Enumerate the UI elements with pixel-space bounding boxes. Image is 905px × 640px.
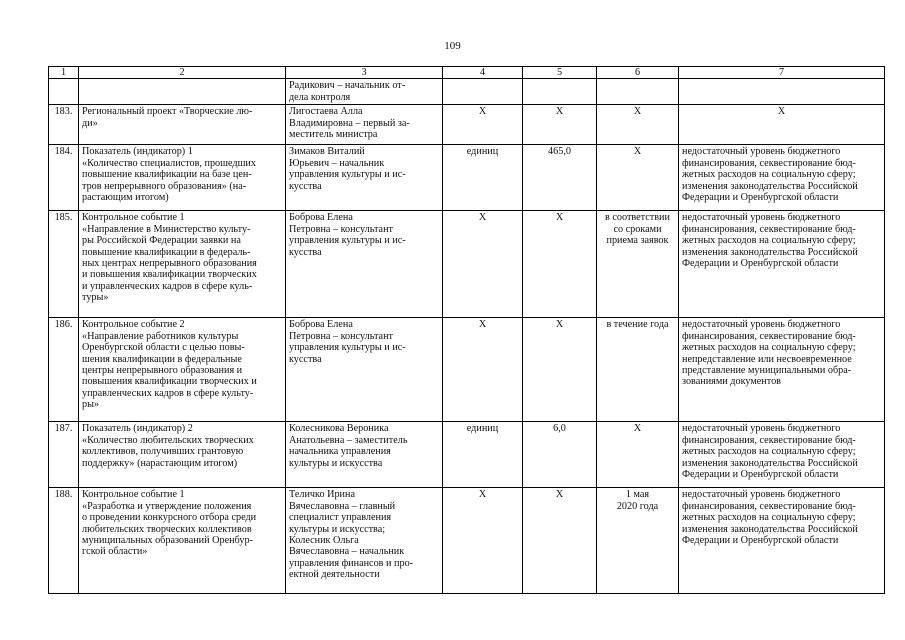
deadline-cell: 1 мая 2020 года	[597, 488, 679, 594]
value-cell: X	[523, 488, 597, 594]
unit-cell	[443, 79, 523, 105]
row-number-cell: 186.	[49, 318, 79, 422]
risks-cell: недостаточный уровень бюджетного финансирования, секвестирование бюд- жетных расходов на социальную сферу; изменения законодательства Российской Федерации и Оренбургской области	[679, 422, 885, 488]
value-cell: 6,0	[523, 422, 597, 488]
unit-cell: X	[443, 318, 523, 422]
row-number-cell: 187.	[49, 422, 79, 488]
value-cell: X	[523, 105, 597, 145]
responsible-cell: Радикович – начальник от- дела контроля	[286, 79, 443, 105]
risks-cell: недостаточный уровень бюджетного финансирования, секвестирование бюд- жетных расходов на социальную сферу; непредставление или несвоевременное представление муниципальными обра- зованиями документов	[679, 318, 885, 422]
unit-cell: X	[443, 105, 523, 145]
risks-cell: X	[679, 105, 885, 145]
table-row	[49, 488, 885, 594]
header-cell: 5	[523, 67, 597, 79]
table-row	[49, 422, 885, 488]
table-row	[49, 318, 885, 422]
event-name-cell: Региональный проект «Творческие лю- ди»	[79, 105, 286, 145]
header-cell: 6	[597, 67, 679, 79]
responsible-cell: Теличко Ирина Вячеславовна – главный специалист управления культуры и искусства; Колесник Ольга Вячеславовна – начальник управления финансов и про- ектной деятельности	[286, 488, 443, 594]
table-row	[49, 105, 885, 145]
deadline-cell: в соответствии со сроками приема заявок	[597, 211, 679, 318]
header-cell: 1	[49, 67, 79, 79]
unit-cell: X	[443, 488, 523, 594]
row-number-cell: 185.	[49, 211, 79, 318]
header-cell: 4	[443, 67, 523, 79]
table-header-row	[49, 67, 885, 79]
risks-cell: недостаточный уровень бюджетного финансирования, секвестирование бюд- жетных расходов на социальную сферу; изменения законодательства Российской Федерации и Оренбургской области	[679, 145, 885, 211]
value-cell: X	[523, 318, 597, 422]
event-name-cell: Показатель (индикатор) 1 «Количество специалистов, прошедших повышение квалификации на базе цен- тров непрерывного образования» (на- растающим итогом)	[79, 145, 286, 211]
event-name-cell: Контрольное событие 1 «Разработка и утверждение положения о проведении конкурсного отбора среди любительских творческих коллективов муниципальных образований Оренбур- гской области»	[79, 488, 286, 594]
responsible-cell: Колесникова Вероника Анатольевна – заместитель начальника управления культуры и искусства	[286, 422, 443, 488]
deadline-cell: в течение года	[597, 318, 679, 422]
table-row	[49, 145, 885, 211]
event-name-cell: Контрольное событие 1 «Направление в Министерство культу- ры Российской Федерации заявки на повышение квалификации в федераль- ных центрах непрерывного образования и повышения квалификации творческих и управленческих кадров в сфере куль- туры»	[79, 211, 286, 318]
row-number-cell: 183.	[49, 105, 79, 145]
responsible-cell: Боброва Елена Петровна – консультант управления культуры и ис- кусства	[286, 211, 443, 318]
event-name-cell: Контрольное событие 2 «Направление работников культуры Оренбургской области с целью повы- шения квалификации в федеральные центры непрерывного образования и повышения квалификации творческих и управленческих кадров в сфере культу- ры»	[79, 318, 286, 422]
row-number-cell: 184.	[49, 145, 79, 211]
responsible-cell: Лигостаева Алла Владимировна – первый за- меститель министра	[286, 105, 443, 145]
deadline-cell: X	[597, 145, 679, 211]
header-cell: 7	[679, 67, 885, 79]
deadline-cell	[597, 79, 679, 105]
table-row	[49, 79, 885, 105]
table-row	[49, 211, 885, 318]
risks-cell: недостаточный уровень бюджетного финансирования, секвестирование бюд- жетных расходов на социальную сферу; изменения законодательства Российской Федерации и Оренбургской области	[679, 488, 885, 594]
page-number: 109	[444, 40, 461, 52]
event-name-cell: Показатель (индикатор) 2 «Количество любительских творческих коллективов, получивших грантовую поддержку» (нарастающим итогом)	[79, 422, 286, 488]
unit-cell: X	[443, 211, 523, 318]
event-name-cell	[79, 79, 286, 105]
value-cell: X	[523, 211, 597, 318]
responsible-cell: Зимаков Виталий Юрьевич – начальник управления культуры и ис- кусства	[286, 145, 443, 211]
risks-cell	[679, 79, 885, 105]
deadline-cell: X	[597, 105, 679, 145]
deadline-cell: X	[597, 422, 679, 488]
row-number-cell	[49, 79, 79, 105]
header-cell: 2	[79, 67, 286, 79]
plan-table	[48, 66, 885, 594]
unit-cell: единиц	[443, 145, 523, 211]
value-cell: 465,0	[523, 145, 597, 211]
responsible-cell: Боброва Елена Петровна – консультант управления культуры и ис- кусства	[286, 318, 443, 422]
header-cell: 3	[286, 67, 443, 79]
risks-cell: недостаточный уровень бюджетного финансирования, секвестирование бюд- жетных расходов на социальную сферу; изменения законодательства Российской Федерации и Оренбургской области	[679, 211, 885, 318]
unit-cell: единиц	[443, 422, 523, 488]
row-number-cell: 188.	[49, 488, 79, 594]
value-cell	[523, 79, 597, 105]
